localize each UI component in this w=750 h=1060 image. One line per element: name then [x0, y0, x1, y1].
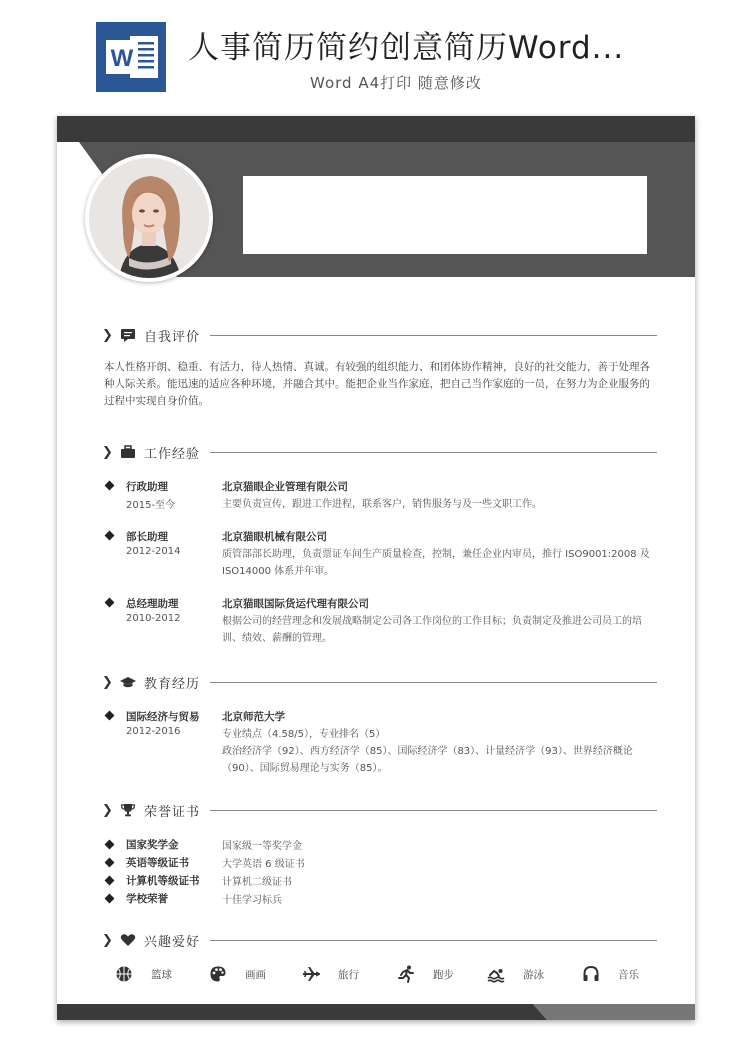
section-title: 兴趣爱好: [144, 934, 201, 950]
chevron-right-icon: ❯: [102, 674, 113, 690]
education-description: 专业绩点（4.58/5），专业排名（5） 政治经济学（92）、西方经济学（85）、国际经济学（83）、计量经济学（93）、世界经济概论（90）、国际贸易理论与实务（85）。: [222, 729, 633, 774]
job-period: 2012-2014: [126, 546, 181, 557]
header-strip: [57, 116, 695, 142]
bullet-diamond-icon: [105, 598, 115, 608]
chevron-right-icon: ❯: [102, 444, 113, 460]
study-period: 2012-2016: [126, 726, 181, 737]
honor-name: 英语等级证书: [126, 857, 189, 869]
section-title: 荣誉证书: [144, 804, 201, 820]
comment-icon: [120, 328, 136, 342]
bullet-diamond-icon: [105, 840, 115, 850]
section-self-evaluation: [102, 326, 657, 344]
honor-item: [104, 837, 659, 853]
hobby-label: 跑步: [433, 968, 454, 981]
basketball-icon: [115, 965, 133, 983]
section-divider: [210, 335, 657, 336]
honor-value: 计算机二级证书: [222, 877, 292, 888]
section-hobbies: [102, 931, 657, 949]
hobby-label: 篮球: [151, 968, 172, 981]
chevron-right-icon: ❯: [102, 932, 113, 948]
section-title: 教育经历: [144, 676, 201, 692]
section-divider: [210, 452, 657, 453]
name-placeholder-box: [243, 176, 647, 254]
honor-value: 十佳学习标兵: [222, 895, 282, 906]
hobby-label: 旅行: [338, 968, 359, 981]
section-divider: [210, 810, 657, 811]
job-description: 主要负责宣传，跟进工作进程，联系客户，销售服务与及一些文职工作。: [222, 499, 542, 510]
hobby-label: 游泳: [523, 968, 544, 981]
bullet-diamond-icon: [105, 711, 115, 721]
honor-item: [104, 891, 659, 907]
job-description: 质管部部长助理，负责票证车间生产质量检查，控制，兼任企业内审员，推行 ISO9001:2008 及 ISO14000 体系并年审。: [222, 549, 650, 577]
honor-value: 大学英语 6 级证书: [222, 859, 305, 870]
work-entry: [104, 596, 659, 648]
honor-name: 计算机等级证书: [126, 875, 200, 887]
bullet-diamond-icon: [105, 858, 115, 868]
section-divider: [210, 940, 657, 941]
footer-band: [57, 1004, 695, 1020]
work-entry: [104, 529, 659, 581]
chevron-right-icon: ❯: [102, 327, 113, 343]
job-period: 2010-2012: [126, 613, 181, 624]
hobby-item: [302, 962, 359, 986]
job-description: 根据公司的经营理念和发展战略制定公司各工作岗位的工作目标；负责制定及推进公司员工的培训、绩效、薪酬的管理。: [222, 616, 642, 644]
work-entry: [104, 479, 659, 519]
hobby-list: [107, 962, 667, 990]
company-name: 北京猫眼企业管理有限公司: [222, 481, 348, 493]
headphones-icon: [582, 965, 600, 983]
job-title: 总经理助理: [126, 598, 179, 610]
job-title: 行政助理: [126, 481, 168, 493]
section-honors: [102, 801, 657, 819]
self-evaluation-text: 本人性格开朗、稳重、有活力，待人热情、真诚。有较强的组织能力、和团体协作精神，良好的社交能力，善于处理各种人际关系。能迅速的适应各种环境，并融合其中。能把企业当作家庭，把自己当作家庭的一员，在努力为企业服务的过程中实现自身价值。: [104, 361, 650, 407]
avatar: [85, 154, 213, 282]
svg-text:W: W: [110, 45, 134, 72]
trophy-icon: [120, 803, 136, 817]
hobby-item: [582, 962, 639, 986]
honor-item: [104, 855, 659, 871]
company-name: 北京猫眼机械有限公司: [222, 531, 327, 543]
word-icon: [96, 22, 166, 92]
heart-icon: [120, 933, 136, 947]
hobby-item: [209, 962, 266, 986]
honor-item: [104, 873, 659, 889]
company-name: 北京猫眼国际货运代理有限公司: [222, 598, 369, 610]
palette-icon: [209, 965, 227, 983]
section-work-experience: [102, 443, 657, 461]
bullet-diamond-icon: [105, 876, 115, 886]
job-title: 部长助理: [126, 531, 168, 543]
hobby-item: [115, 962, 172, 986]
bullet-diamond-icon: [105, 481, 115, 491]
major: 国际经济与贸易: [126, 711, 200, 723]
briefcase-icon: [120, 445, 136, 459]
airplane-icon: [302, 965, 320, 983]
chevron-right-icon: ❯: [102, 802, 113, 818]
honor-name: 国家奖学金: [126, 839, 179, 851]
honor-name: 学校荣誉: [126, 893, 168, 905]
section-divider: [210, 682, 657, 683]
section-title: 工作经验: [144, 446, 201, 462]
honor-value: 国家级一等奖学金: [222, 841, 302, 852]
hobby-label: 画画: [245, 968, 266, 981]
bullet-diamond-icon: [105, 531, 115, 541]
resume-page: [57, 116, 695, 1020]
top-banner: [0, 0, 750, 110]
section-title: 自我评价: [144, 329, 201, 345]
hobby-label: 音乐: [618, 968, 639, 981]
running-icon: [397, 965, 415, 983]
swimming-icon: [487, 965, 505, 983]
bullet-diamond-icon: [105, 894, 115, 904]
school-name: 北京师范大学: [222, 711, 285, 723]
education-entry: [104, 709, 659, 779]
document-subtitle: Word A4打印 随意修改: [310, 74, 482, 92]
job-period: 2015-至今: [126, 500, 176, 511]
section-education: [102, 673, 657, 691]
graduation-cap-icon: [120, 675, 136, 689]
document-title: 人事简历简约创意简历Word...: [188, 30, 625, 66]
hobby-item: [397, 962, 454, 986]
hobby-item: [487, 962, 544, 986]
